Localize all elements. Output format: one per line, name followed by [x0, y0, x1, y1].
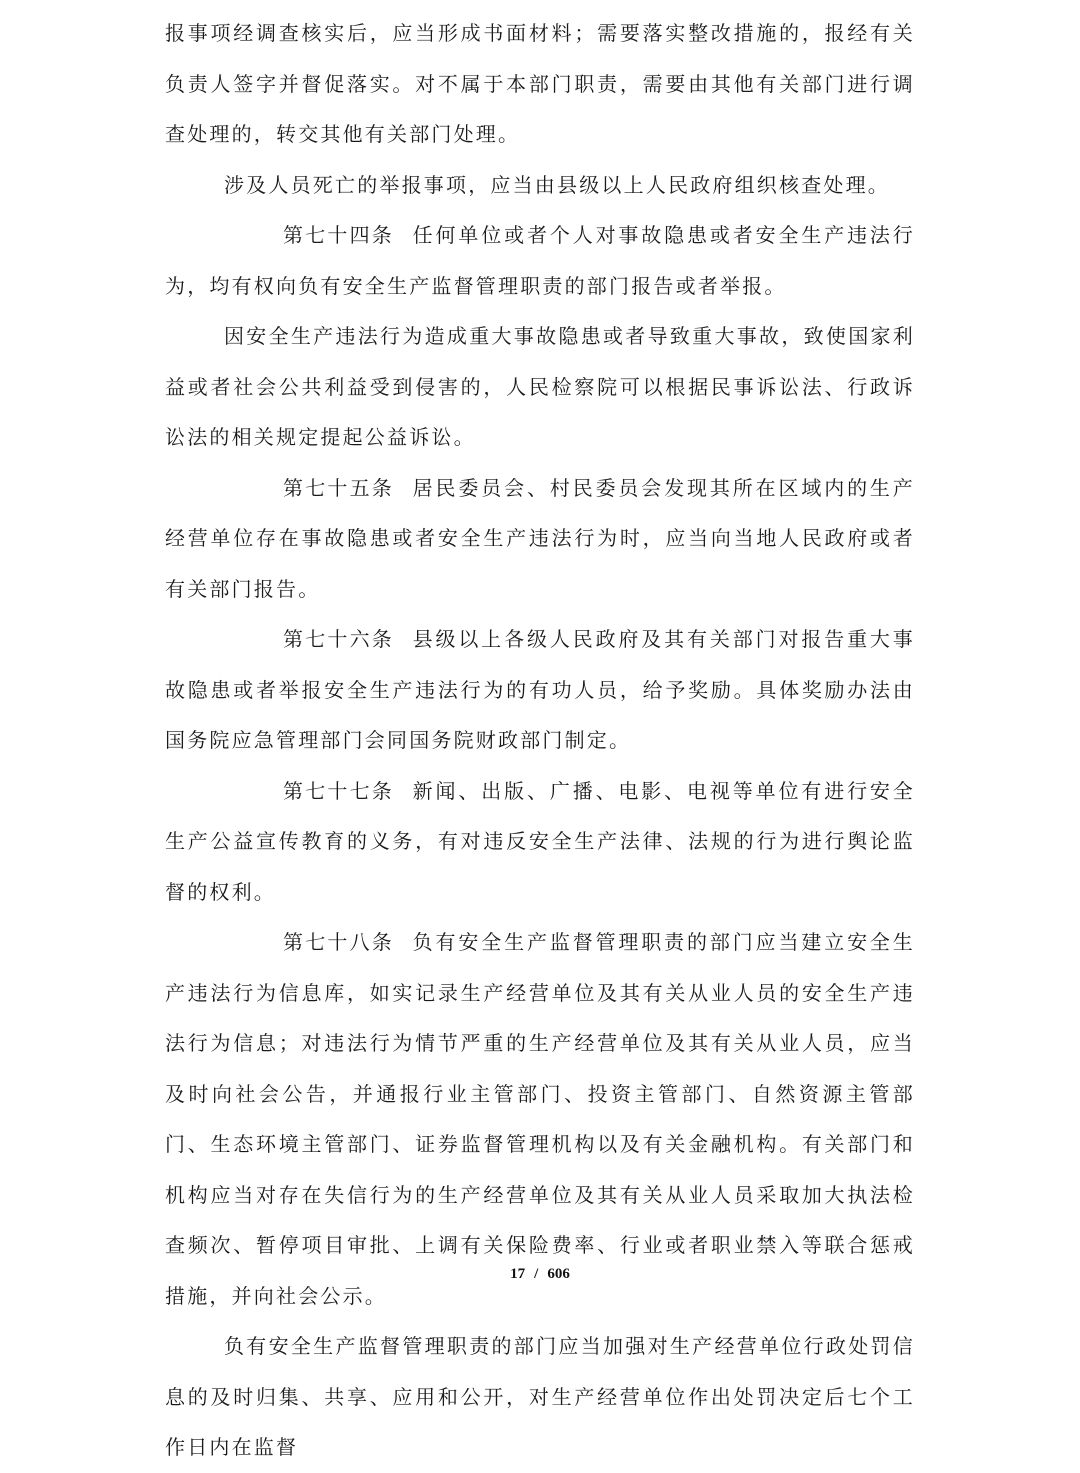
paragraph-text: 负有安全生产监督管理职责的部门应当加强对生产经营单位行政处罚信息的及时归集、共享、应用和公开，对生产经营单位作出处罚决定后七个工作日内在监督: [165, 1334, 915, 1459]
paragraph-1: [165, 8, 915, 160]
paragraph-text: 报事项经调查核实后，应当形成书面材料；需要落实整改措施的，报经有关负责人签字并督促落实。对不属于本部门职责，需要由其他有关部门进行调查处理的，转交其他有关部门处理。: [165, 21, 915, 146]
paragraph-2: [165, 160, 915, 211]
article-number: 第七十五条: [283, 475, 394, 500]
article-number: 第七十六条: [283, 627, 394, 651]
paragraph-text: 负有安全生产监督管理职责的部门应当建立安全生产违法行为信息库，如实记录生产经营单位及其有关从业人员的安全生产违法行为信息；对违法行为情节严重的生产经营单位及其有关从业人员，应当及时向社会公告，并通报行业主管部门、投资主管部门、自然资源主管部门、生态环境主管部门、证券监督管理机构以及有关金融机构。有关部门和机构应当对存在失信行为的生产经营单位及其有关从业人员采取加大执法检查频次、暂停项目审批、上调有关保险费率、行业或者职业禁入等联合惩戒措施，并向社会公示。: [165, 930, 915, 1308]
article-78: [165, 917, 915, 1321]
paragraph-text: 新闻、出版、广播、电影、电视等单位有进行安全生产公益宣传教育的义务，有对违反安全生产法律、法规的行为进行舆论监督的权利。: [165, 778, 915, 904]
article-74: [165, 210, 915, 311]
total-page-count: 606: [547, 1266, 570, 1282]
paragraph-9: [165, 1321, 915, 1473]
current-page-number: 17: [510, 1266, 526, 1282]
page-number-footer: [0, 1266, 1080, 1283]
article-number: 第七十四条: [283, 223, 394, 247]
page-separator: /: [534, 1266, 539, 1282]
paragraph-text: 涉及人员死亡的举报事项，应当由县级以上人民政府组织核查处理。: [224, 172, 890, 197]
paragraph-text: 居民委员会、村民委员会发现其所在区域内的生产经营单位存在事故隐患或者安全生产违法行为时，应当向当地人民政府或者有关部门报告。: [165, 475, 915, 601]
article-number: 第七十七条: [283, 778, 394, 803]
paragraph-4: [165, 311, 915, 463]
paragraph-text: 县级以上各级人民政府及其有关部门对报告重大事故隐患或者举报安全生产违法行为的有功人员，给予奖励。具体奖励办法由国务院应急管理部门会同国务院财政部门制定。: [165, 627, 915, 752]
article-75: [165, 463, 915, 615]
paragraph-text: 因安全生产违法行为造成重大事故隐患或者导致重大事故，致使国家利益或者社会公共利益受到侵害的，人民检察院可以根据民事诉讼法、行政诉讼法的相关规定提起公益诉讼。: [165, 324, 915, 449]
article-77: [165, 766, 915, 918]
paragraph-text: 任何单位或者个人对事故隐患或者安全生产违法行为，均有权向负有安全生产监督管理职责的部门报告或者举报。: [165, 223, 915, 298]
article-number: 第七十八条: [283, 930, 394, 954]
article-76: [165, 614, 915, 766]
document-page: [165, 8, 915, 1473]
